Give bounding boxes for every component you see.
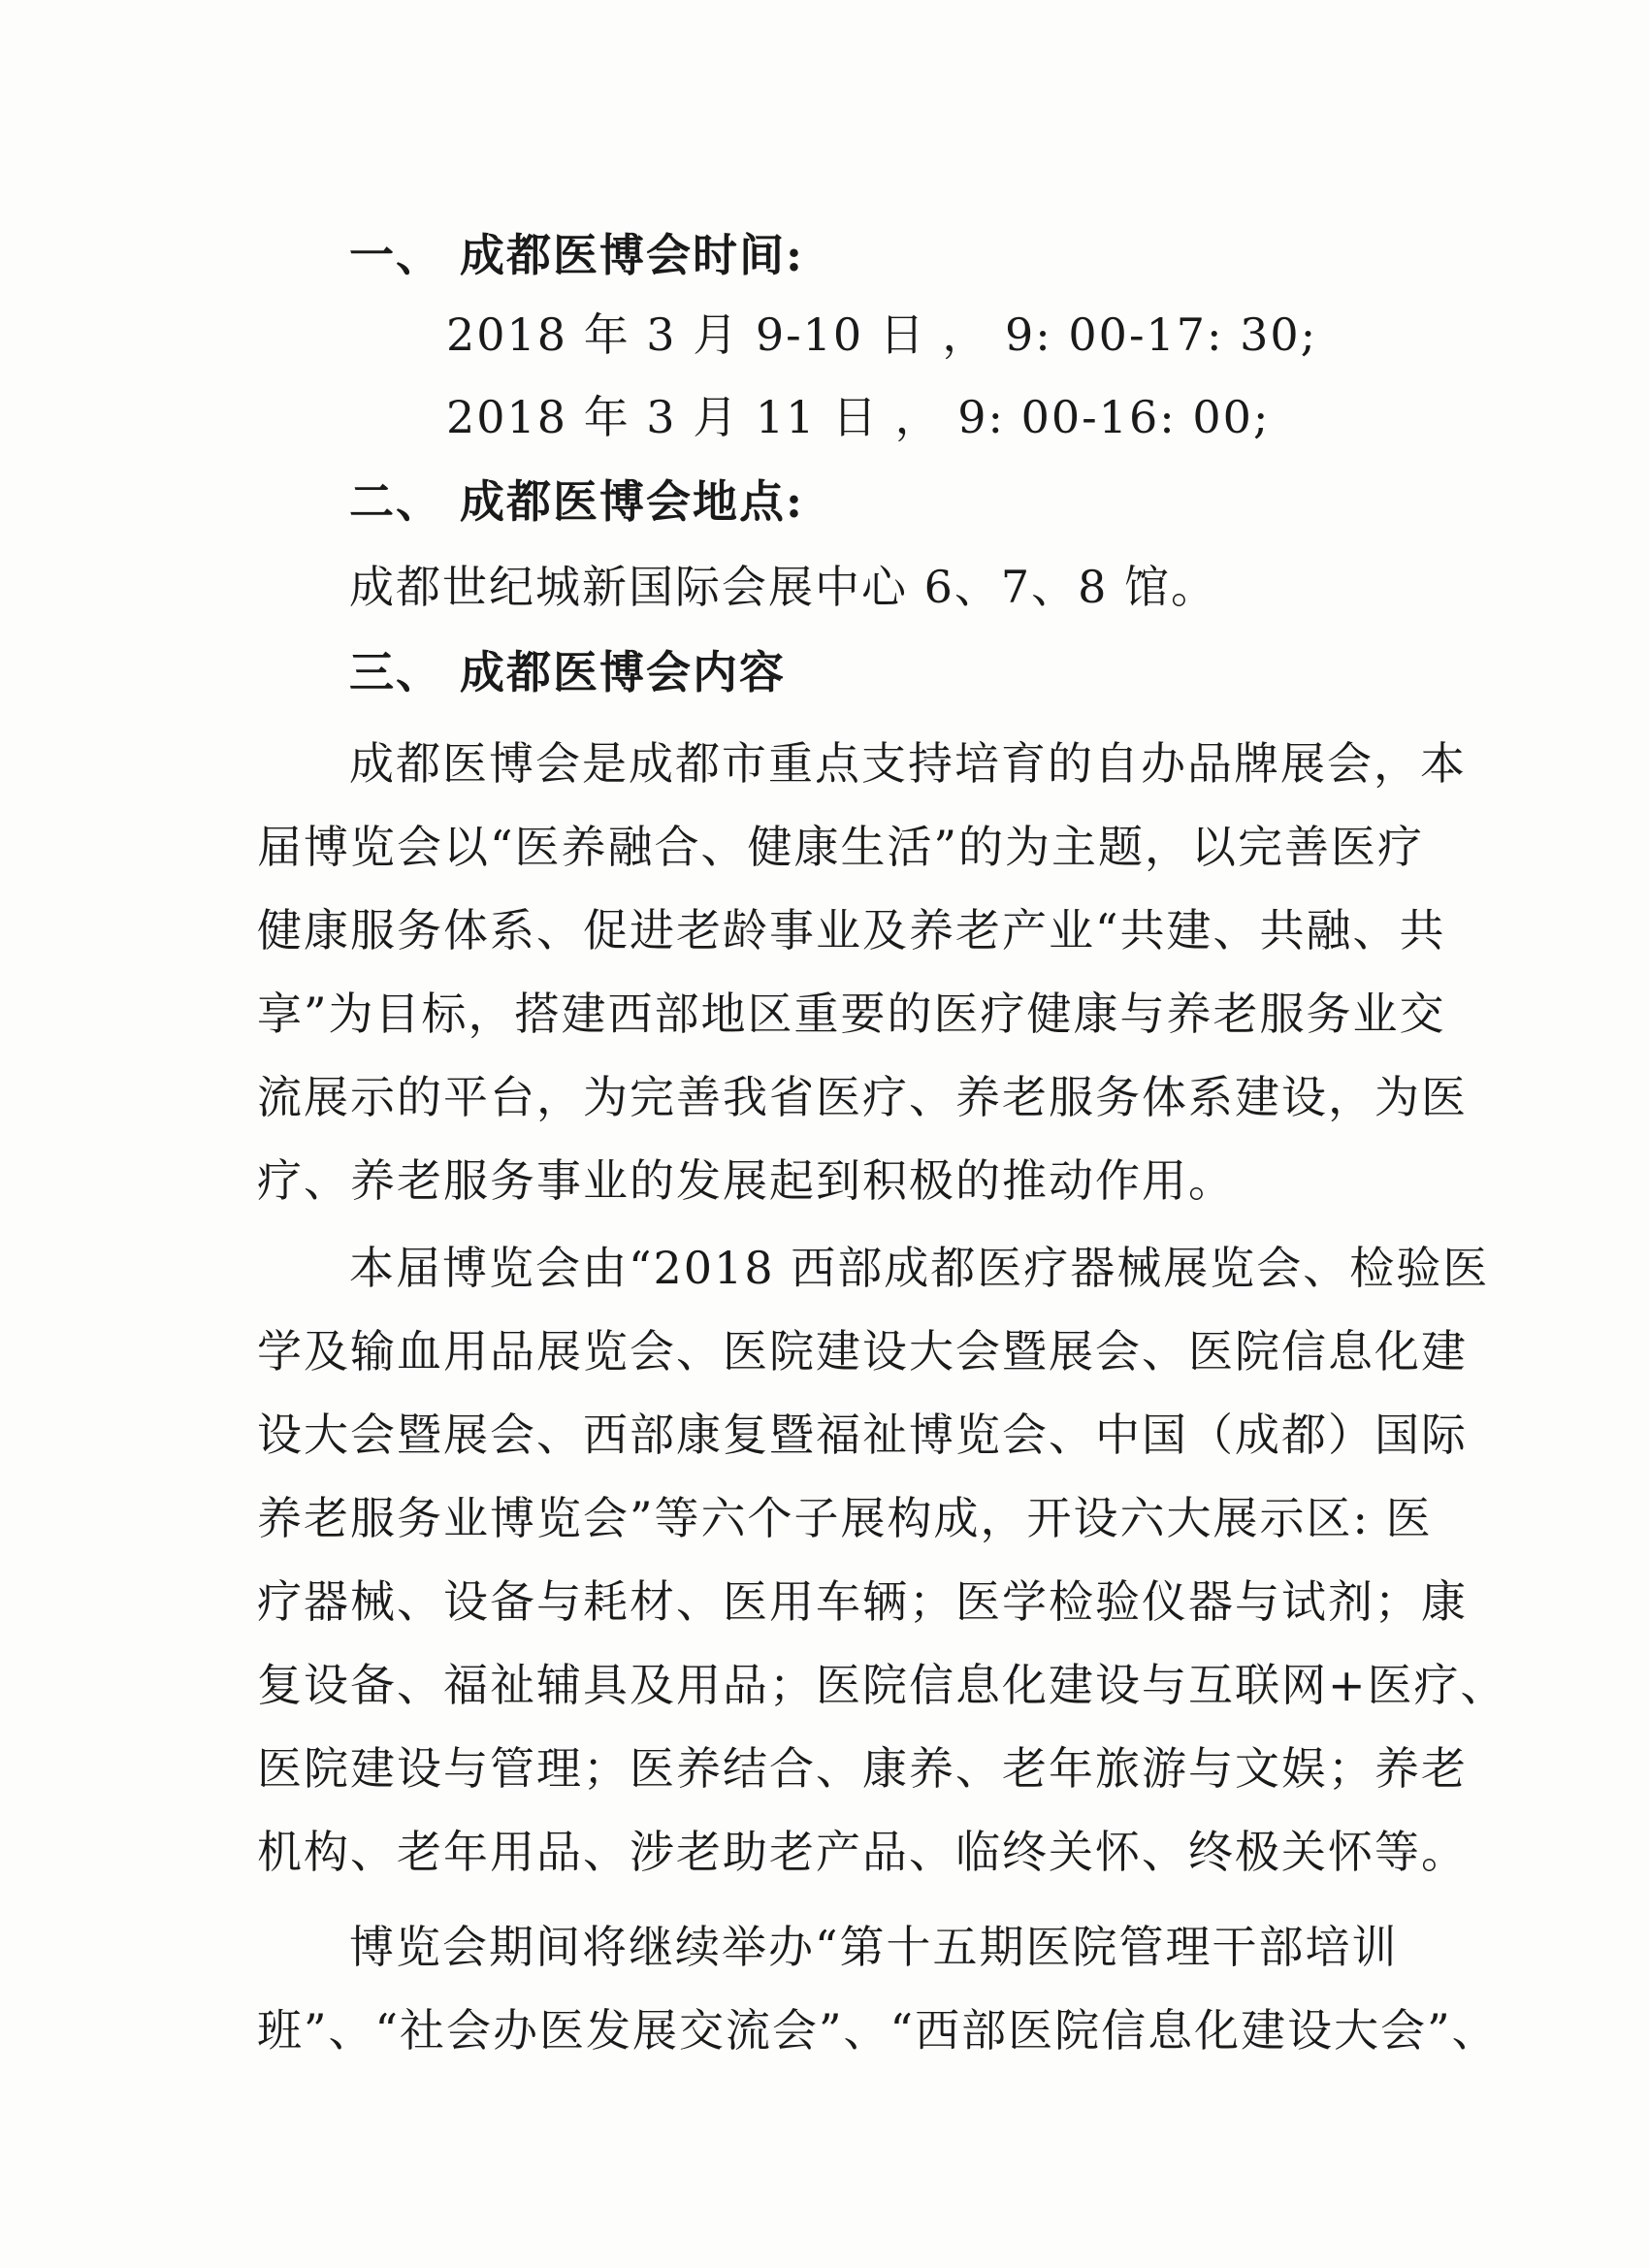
section-heading-content: 三、 成都医博会内容 xyxy=(349,646,787,698)
paragraph-line: 届博览会以“医养融合、健康生活”的为主题，以完善医疗 xyxy=(257,821,1425,873)
section-heading-time: 一、 成都医博会时间: xyxy=(349,229,804,281)
paragraph-line: 享”为目标，搭建西部地区重要的医疗健康与养老服务业交 xyxy=(257,988,1446,1040)
paragraph-line: 博览会期间将继续举办“第十五期医院管理干部培训 xyxy=(349,1921,1399,1973)
paragraph-line: 设大会暨展会、西部康复暨福祉博览会、中国（成都）国际 xyxy=(257,1409,1468,1461)
location-line: 成都世纪城新国际会展中心 6、7、8 馆。 xyxy=(349,561,1218,613)
paragraph-line: 养老服务业博览会”等六个子展构成，开设六大展示区: 医 xyxy=(257,1492,1433,1544)
time-line-2: 2018 年 3 月 11 日 ， 9: 00-16: 00; xyxy=(446,391,1271,443)
paragraph-line: 本届博览会由“2018 西部成都医疗器械展览会、检验医 xyxy=(349,1242,1490,1294)
paragraph-line: 疗器械、设备与耗材、医用车辆；医学检验仪器与试剂；康 xyxy=(257,1575,1468,1628)
section-heading-location: 二、 成都医博会地点: xyxy=(349,475,804,528)
paragraph-line: 复设备、福祉辅具及用品；医院信息化建设与互联网+医疗、 xyxy=(257,1659,1507,1711)
time-line-1: 2018 年 3 月 9-10 日 ， 9: 00-17: 30; xyxy=(446,308,1318,361)
paragraph-line: 学及输血用品展览会、医院建设大会暨展会、医院信息化建 xyxy=(257,1325,1468,1377)
paragraph-line: 健康服务体系、促进老龄事业及养老产业“共建、共融、共 xyxy=(257,904,1446,956)
paragraph-line: 流展示的平台，为完善我省医疗、养老服务体系建设，为医 xyxy=(257,1071,1468,1123)
paragraph-line: 疗、养老服务事业的发展起到积极的推动作用。 xyxy=(257,1154,1235,1207)
paragraph-line: 医院建设与管理；医养结合、康养、老年旅游与文娱；养老 xyxy=(257,1742,1468,1795)
paragraph-line: 机构、老年用品、涉老助老产品、临终关怀、终极关怀等。 xyxy=(257,1826,1468,1878)
paragraph-line: 班”、“社会办医发展交流会”、“西部医院信息化建设大会”、 xyxy=(257,2004,1499,2057)
paragraph-line: 成都医博会是成都市重点支持培育的自办品牌展会，本 xyxy=(349,737,1467,790)
